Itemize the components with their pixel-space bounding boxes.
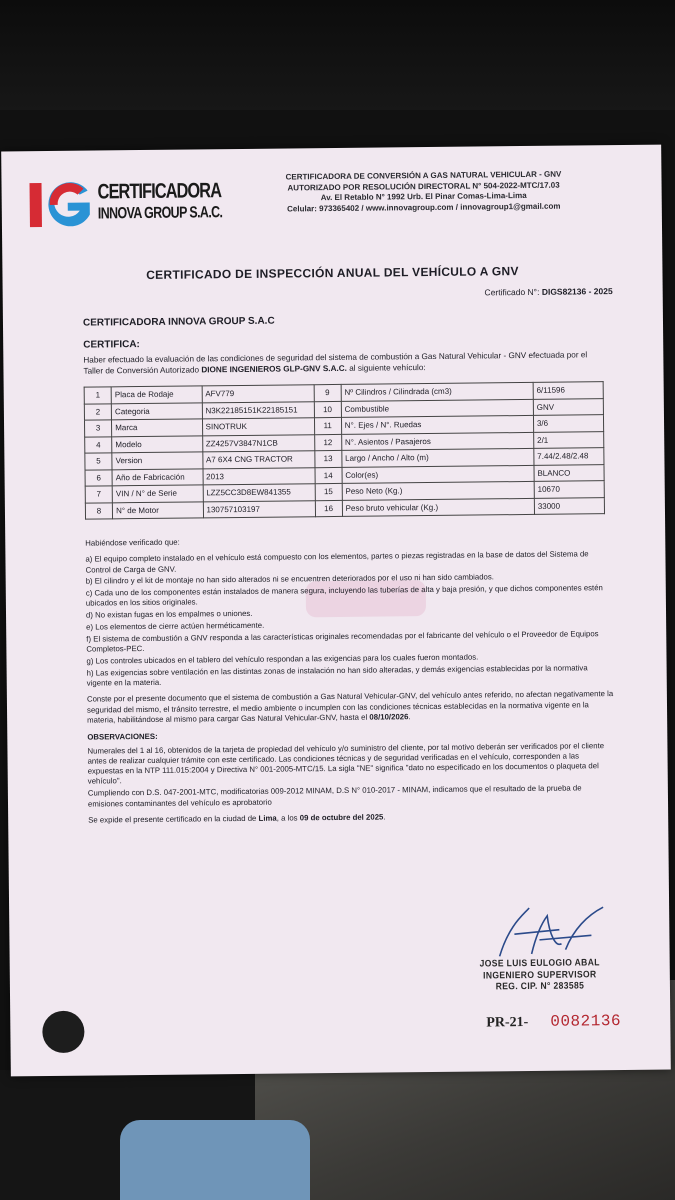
signer-reg: REG. CIP. N° 283585 — [495, 980, 585, 993]
field-label: N°. Asientos / Pasajeros — [341, 432, 533, 451]
certificate-body — [85, 533, 616, 827]
field-value: SINOTRUK — [202, 418, 314, 436]
row-number: 7 — [85, 486, 112, 503]
field-value: 2013 — [203, 467, 315, 485]
valid-until-date: 08/10/2026 — [369, 712, 409, 722]
row-number: 15 — [315, 483, 342, 500]
intro-part2: al siguiente vehículo: — [346, 362, 426, 373]
list-item: d) No existan fugas en los empalmes o uniones. — [85, 609, 253, 620]
row-number: 3 — [84, 420, 111, 437]
signer-name: JOSE LUIS EULOGIO ABAL — [479, 957, 600, 970]
field-value: 2/1 — [534, 431, 604, 448]
row-number: 10 — [314, 401, 341, 418]
header-line4: Celular: 973365402 / www.innovagroup.com / innovagroup1@gmail.com — [287, 201, 561, 213]
field-label: N°. Ejes / N°. Ruedas — [341, 415, 533, 434]
certifica-heading: CERTIFICA: — [83, 339, 140, 351]
observation-item: Numerales del 1 al 16, obtenidos de la tarjeta de propiedad del vehículo y/o suministro del cliente, por tal motivo deberán ser verificados por el cliente antes de realizar cualquier trámite con este certificado. Las condiciones técnicas y de seguridad verificadas en el vehículo, corresponden a las expuestas en la NTP 111.015:2004 y Directiva N° 001-2005-MTC/15. La sigla "NE" significa "dato no especificado en los documentos o plaqueta del vehículo". — [87, 740, 605, 787]
expedition-part2: , a los — [276, 813, 300, 823]
field-label: N° de Motor — [112, 501, 203, 518]
field-label: Combustible — [341, 399, 533, 418]
header-info — [263, 169, 583, 214]
field-value: 6/11596 — [533, 382, 603, 399]
row-number: 11 — [314, 417, 341, 434]
signer-role: INGENIERO SUPERVISOR — [483, 968, 597, 981]
row-number: 1 — [84, 387, 111, 404]
row-number: 8 — [85, 502, 112, 519]
row-number: 9 — [314, 384, 341, 401]
field-value: ZZ4257V3847N1CB — [202, 434, 314, 452]
expedition-city: Lima — [258, 813, 277, 823]
observaciones-list — [87, 741, 616, 810]
field-label: Color(es) — [342, 465, 534, 484]
list-item: c) Cada uno de los componentes están instalados de manera segura, incluyendo las tuberías de alta y baja presión, y que dichos componentes estén ubicados en los sitios originales. — [85, 583, 603, 609]
list-item: b) El cilindro y el kit de montaje no han sido alterados ni se encuentren deteriorados por el uso ni han sido cambiados. — [85, 572, 494, 587]
expedition-paragraph — [88, 810, 616, 826]
document-title: CERTIFICADO DE INSPECCIÓN ANUAL DEL VEHÍCULO A GNV — [146, 264, 519, 282]
field-value: 10670 — [534, 481, 604, 498]
field-value: 7.44/2.48/2.48 — [534, 448, 604, 465]
verified-heading: Habiéndose verificado que: — [85, 537, 180, 548]
company-logo — [27, 171, 223, 235]
field-value: GNV — [533, 398, 603, 415]
field-label: Largo / Ancho / Alto (m) — [342, 448, 534, 467]
expedition-part1: Se expide el presente certificado en la ciudad de — [88, 813, 259, 825]
field-label: VIN / N° de Serie — [112, 485, 203, 502]
field-label: Modelo — [112, 435, 203, 452]
row-number: 16 — [315, 500, 342, 517]
intro-paragraph — [83, 350, 603, 376]
signature-block — [449, 903, 630, 1025]
conste-text: Conste por el presente documento que el sistema de combustión a Gas Natural Vehicular-GNV, del vehículo antes referido, no afectan negativamente la seguridad del mismo, el tránsito terrestre, el medio ambiente o incumplen con las condiciones técnicas establecidas en la normativa vigente en la materia, habilitándose al mismo para cargar Gas Natural Vehicular-GNV, hasta el — [86, 689, 614, 725]
logo-line1: CERTIFICADORA — [97, 179, 222, 204]
field-label: Nº Cilindros / Cilindrada (cm3) — [341, 382, 533, 401]
verified-list — [85, 549, 614, 689]
row-number: 4 — [85, 436, 112, 453]
field-label: Categoria — [111, 402, 202, 419]
intro-part1: Haber efectuado la evaluación de las condiciones de seguridad del sistema de combustión a Gas Natural Vehicular - GNV efectuada por el Taller de Conversión Autorizado — [83, 350, 588, 376]
header-line2: AUTORIZADO POR RESOLUCIÓN DIRECTORAL N° 504-2022-MTC/17.03 — [287, 180, 560, 192]
row-number: 2 — [84, 403, 111, 420]
header-line1: CERTIFICADORA DE CONVERSIÓN A GAS NATURAL VEHICULAR - GNV — [285, 169, 562, 182]
field-label: Peso Neto (Kg.) — [342, 481, 534, 500]
field-value: AFV779 — [202, 385, 314, 403]
serial-prefix: PR-21- — [486, 1015, 529, 1031]
workshop-name: DIONE INGENIEROS GLP-GNV S.A.C. — [201, 363, 347, 374]
certificate-number — [484, 286, 612, 297]
field-label: Marca — [112, 419, 203, 436]
signature-scribble — [469, 903, 610, 964]
field-value: N3K22185151K22185151 — [202, 401, 314, 419]
row-number: 13 — [314, 450, 341, 467]
field-label: Placa de Rodaje — [111, 386, 202, 403]
expedition-end: . — [383, 812, 386, 822]
field-value: 33000 — [534, 497, 604, 514]
punch-hole — [42, 1011, 84, 1053]
certificate-document — [1, 145, 671, 1077]
expedition-date: 09 de octubre del 2025 — [299, 812, 384, 823]
list-item: h) Las exigencias sobre ventilación en las distintas zonas de instalación no han sido alteradas, y demás exigencias establecidas por la normativa vigente en la materia. — [86, 663, 588, 688]
observation-item: Cumpliendo con D.S. 047-2001-MTC, modificatorias 009-2012 MINAM, D.S N° 010-2017 - MINAM, indicamos que el resultado de la prueba de emisiones contaminantes del vehículo es aprobatorio — [87, 783, 582, 809]
field-value: BLANCO — [534, 464, 604, 481]
row-number: 12 — [314, 434, 341, 451]
list-item: a) El equipo completo instalado en el vehículo está compuesto con los elementos, partes o piezas registradas en la base de datos del Sistema de Control de Carga de GNV. — [85, 549, 589, 575]
certificate-number-value: DIGS82136 - 2025 — [541, 286, 613, 297]
serial-number: 0082136 — [550, 1012, 622, 1031]
field-value: 3/6 — [533, 415, 603, 432]
list-item: g) Los controles ubicados en el tablero del vehículo respondan a las exigencias para los cuales fueron montados. — [86, 652, 479, 666]
vehicle-table — [84, 381, 605, 519]
row-number: 5 — [85, 453, 112, 470]
field-label: Peso bruto vehicular (Kg.) — [342, 498, 534, 517]
header-line3: Av. El Retablo N° 1992 Urb. El Pinar Comas-Lima-Lima — [320, 190, 527, 203]
row-number: 6 — [85, 469, 112, 486]
background-cloth — [120, 1120, 310, 1200]
conste-end: . — [408, 712, 411, 722]
list-item: f) El sistema de combustión a GNV responda a las características originales recomendadas por el fabricante del vehículo o el Proveedor de Equipos Completos-PEC. — [86, 629, 599, 654]
row-number: 14 — [315, 467, 342, 484]
field-value: 130757103197 — [203, 500, 315, 518]
field-label: Año de Fabricación — [112, 468, 203, 485]
ig-logo-mark — [27, 176, 98, 231]
certificate-number-label: Certificado N°: — [484, 286, 542, 298]
company-name: CERTIFICADORA INNOVA GROUP S.A.C — [82, 315, 275, 329]
conste-paragraph — [87, 689, 615, 725]
list-item: e) Los elementos de cierre actúen herméticamente. — [86, 620, 265, 632]
field-value: LZZ5CC3D8EW841355 — [203, 484, 315, 502]
field-value: A7 6X4 CNG TRACTOR — [202, 451, 314, 469]
field-label: Version — [112, 452, 203, 469]
observaciones-heading: OBSERVACIONES: — [87, 732, 158, 742]
signature-text — [459, 957, 621, 993]
logo-line2: INNOVA GROUP S.A.C. — [97, 204, 223, 223]
